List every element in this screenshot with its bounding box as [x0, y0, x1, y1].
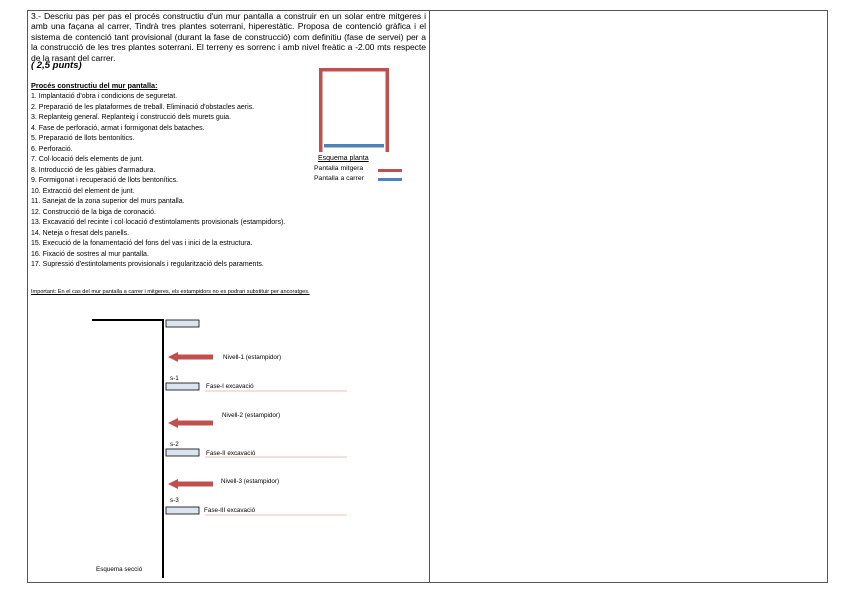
phase-label-3: Fase-III excavació [204, 507, 256, 514]
procedure-step: 3. Replanteig general. Replanteig i construcció dels murets guia. [31, 114, 232, 121]
plan-title: Esquema planta [318, 155, 369, 162]
floor-label-1: s-1 [170, 375, 179, 382]
floor-label-3: s-3 [170, 497, 179, 504]
section-title: Esquema secció [96, 566, 143, 573]
procedure-step: 16. Fixació de sostres al mur pantalla. [31, 250, 149, 258]
strut-arrow-2 [168, 418, 213, 428]
procedure-step: 1. Implantació d'obra i condicions de seguretat. [31, 93, 178, 100]
procedure-step: 2. Preparació de les plataformes de treball. Eliminació d'obstacles aeris. [31, 103, 255, 111]
strut-label-2: Nivell-2 (estampidor) [222, 412, 281, 419]
strut-arrow-3 [168, 479, 213, 489]
procedure-step: 9. Formigonat i recuperació de llots bentonítics. [31, 177, 179, 184]
procedure-step: 11. Sanejat de la zona superior del murs pantalla. [31, 198, 185, 205]
procedure-step: 12. Construcció de la biga de coronació. [31, 208, 156, 216]
strut-label-3: Nivell-3 (estampidor) [221, 478, 280, 485]
procedure-step: 10. Extracció del element de junt. [31, 187, 135, 195]
procedure-step: 6. Perforació. [31, 145, 73, 153]
floor-label-2: s-2 [170, 441, 179, 448]
phase-label-2: Fase-II excavació [206, 450, 256, 457]
phase-label-1: Fase-I excavació [206, 383, 254, 390]
procedure-step: 4. Fase de perforació, armat i formigonat dels bataches. [31, 124, 205, 132]
procedure-step: 7. Col·locació dels elements de junt. [31, 156, 144, 163]
procedure-step: 5. Preparació de llots bentonítics. [31, 135, 135, 142]
question-points: ( 2,5 punts) [31, 60, 82, 71]
procedure-step: 14. Neteja o fresat dels panells. [31, 229, 130, 237]
slab-s1 [166, 383, 199, 390]
procedure-step: 17. Supressió d'estintolaments provisionals i regularització dels paraments. [31, 261, 264, 268]
strut-label-1: Nivell-1 (estampidor) [223, 354, 282, 361]
strut-arrow-1 [168, 352, 213, 362]
important-note: Important: En el cas del mur pantalla a carrer i mitgeres, els estampidors no es podran substituir per ancoratges. [31, 289, 310, 295]
procedure-step: 13. Excavació del recinte i col·locació d'estintolaments provisionals (estampidors). [31, 219, 286, 226]
slab-s3 [166, 507, 199, 514]
procedure-title: Procés constructiu del mur pantalla: [31, 81, 158, 90]
legend-carrer-label: Pantalla a carrer [314, 175, 364, 182]
procedure-step: 8. Introducció de les gàbies d'armadura. [31, 166, 156, 174]
procedure-step: 15. Execució de la fonamentació del fons del vas i inici de la estructura. [31, 240, 253, 247]
slab-s2 [166, 449, 199, 456]
capping-beam [166, 320, 199, 327]
question-text: 3.- Descriu pas per pas el procés constructiu d'un mur pantalla a construir en un solar entre mitgeres i amb una façana al carrer, Tindrà tres plantes soterrani, hiperestàtic. Proposa de contenció gràfica i el sistema de contenció tant provisional (durant la fase de construcció) com definitiu (fase de servei) per a la construcció de les tres plantes soterrani. El terreny es sorrenc i amb nivel freàtic a -2.00 mts respecte de la rasant del carrer. [31, 11, 426, 63]
legend-mitgera-label: Pantalla mitgera [314, 165, 364, 172]
